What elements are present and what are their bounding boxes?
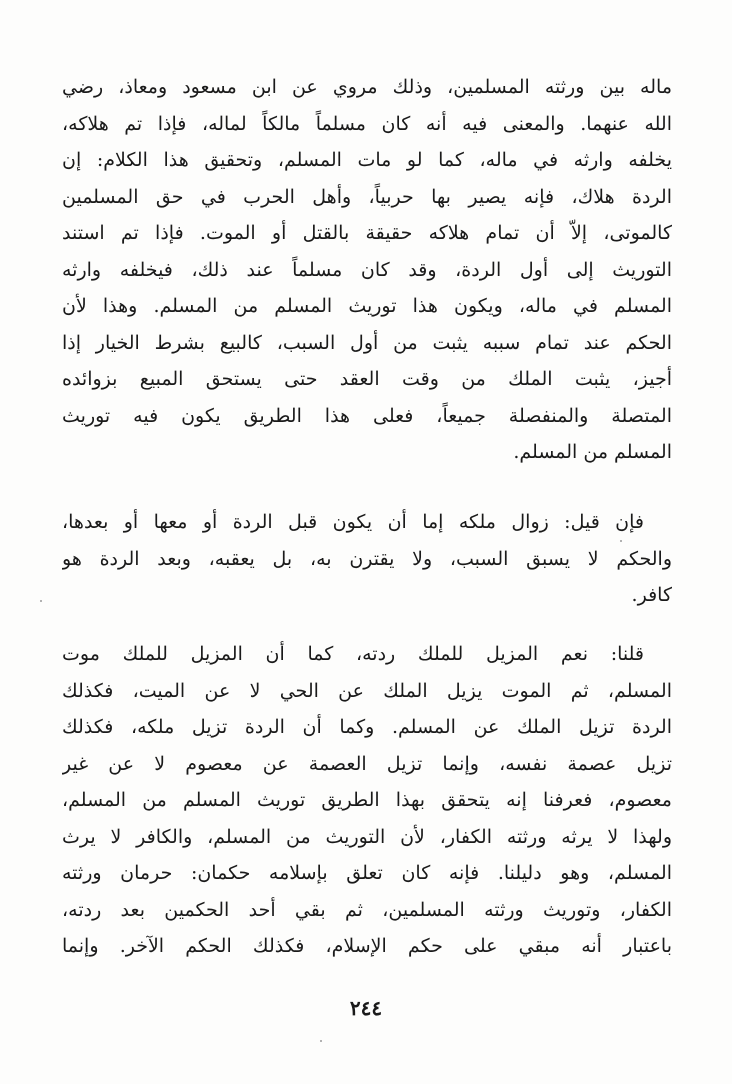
paragraph-3 — [62, 636, 672, 965]
text-line: الردة تزيل الملك عن المسلم. وكما أن الردة تزيل ملكه، فكذلك — [62, 716, 672, 738]
scan-speck — [320, 1040, 322, 1042]
text-line: أجيز، يثبت الملك من وقت العقد حتى يستحق المبيع بزوائده — [62, 368, 672, 390]
text-line: والحكم لا يسبق السبب، ولا يقترن به، بل يعقبه، وبعد الردة هو — [62, 547, 672, 570]
text-line: تزيل عصمة نفسه، وإنما تزيل العصمة عن معصوم لا عن غير — [62, 752, 672, 775]
text-line: المسلم في ماله، ويكون هذا توريث المسلم من المسلم. وهذا لأن — [62, 295, 672, 317]
text-line: التوريث إلى أول الردة، وقد كان مسلماً عند ذلك، فيخلفه وارثه — [62, 258, 672, 281]
scan-speck — [40, 600, 42, 602]
page-number: ٢٤٤ — [349, 996, 383, 1020]
text-line: المسلم، وهو دليلنا. فإنه كان تعلق بإسلامه حكمان: حرمان ورثته — [62, 862, 672, 884]
text-line: فإن قيل: زوال ملكه إما أن يكون قبل الردة أو معها أو بعدها، — [62, 511, 644, 533]
text-line: ماله بين ورثته المسلمين، وذلك مروي عن ابن مسعود ومعاذ، رضي — [62, 76, 672, 98]
text-line: الردة هلاك، فإنه يصير بها حربياً، وأهل الحرب في حق المسلمين — [62, 185, 672, 208]
text-line: المسلم، ثم الموت يزيل الملك عن الحي لا عن الميت، فكذلك — [62, 679, 672, 702]
text-line: المتصلة والمنفصلة جميعاً، فعلى هذا الطريق يكون فيه توريث — [62, 404, 672, 427]
text-line: كالموتى، إلاّ أن تمام هلاكه حقيقة بالقتل أو الموت. فإذا تم استند — [62, 222, 672, 244]
text-line: باعتبار أنه مبقي على حكم الإسلام، فكذلك الحكم الآخر. وإنما — [62, 935, 672, 957]
text-line: معصوم، فعرفنا إنه يتحقق بهذا الطريق توريث المسلم من المسلم، — [62, 789, 672, 811]
text-line: الكفار، وتوريث ورثته المسلمين، ثم بقي أحد الحكمين بعد ردته، — [62, 898, 672, 921]
paragraph-2 — [62, 504, 672, 614]
scan-speck — [620, 540, 622, 542]
text-line: ولهذا لا يرثه ورثته الكفار، لأن التوريث من المسلم، والكافر لا يرث — [62, 825, 672, 848]
text-line: الحكم عند تمام سببه يثبت من أول السبب، كالبيع بشرط الخيار إذا — [62, 331, 672, 354]
text-line: كافر. — [631, 584, 672, 606]
text-line: المسلم من المسلم. — [513, 441, 672, 463]
paragraph-1 — [62, 69, 672, 471]
text-line: قلنا: نعم المزيل للملك ردته، كما أن المزيل للملك موت — [62, 643, 644, 665]
text-line: الله عنهما. والمعنى فيه أنه كان مسلماً مالكاً لماله، فإذا تم هلاكه، — [62, 112, 672, 135]
text-line: يخلفه وارثه في ماله، كما لو مات المسلم، وتحقيق هذا الكلام: إن — [62, 149, 672, 171]
